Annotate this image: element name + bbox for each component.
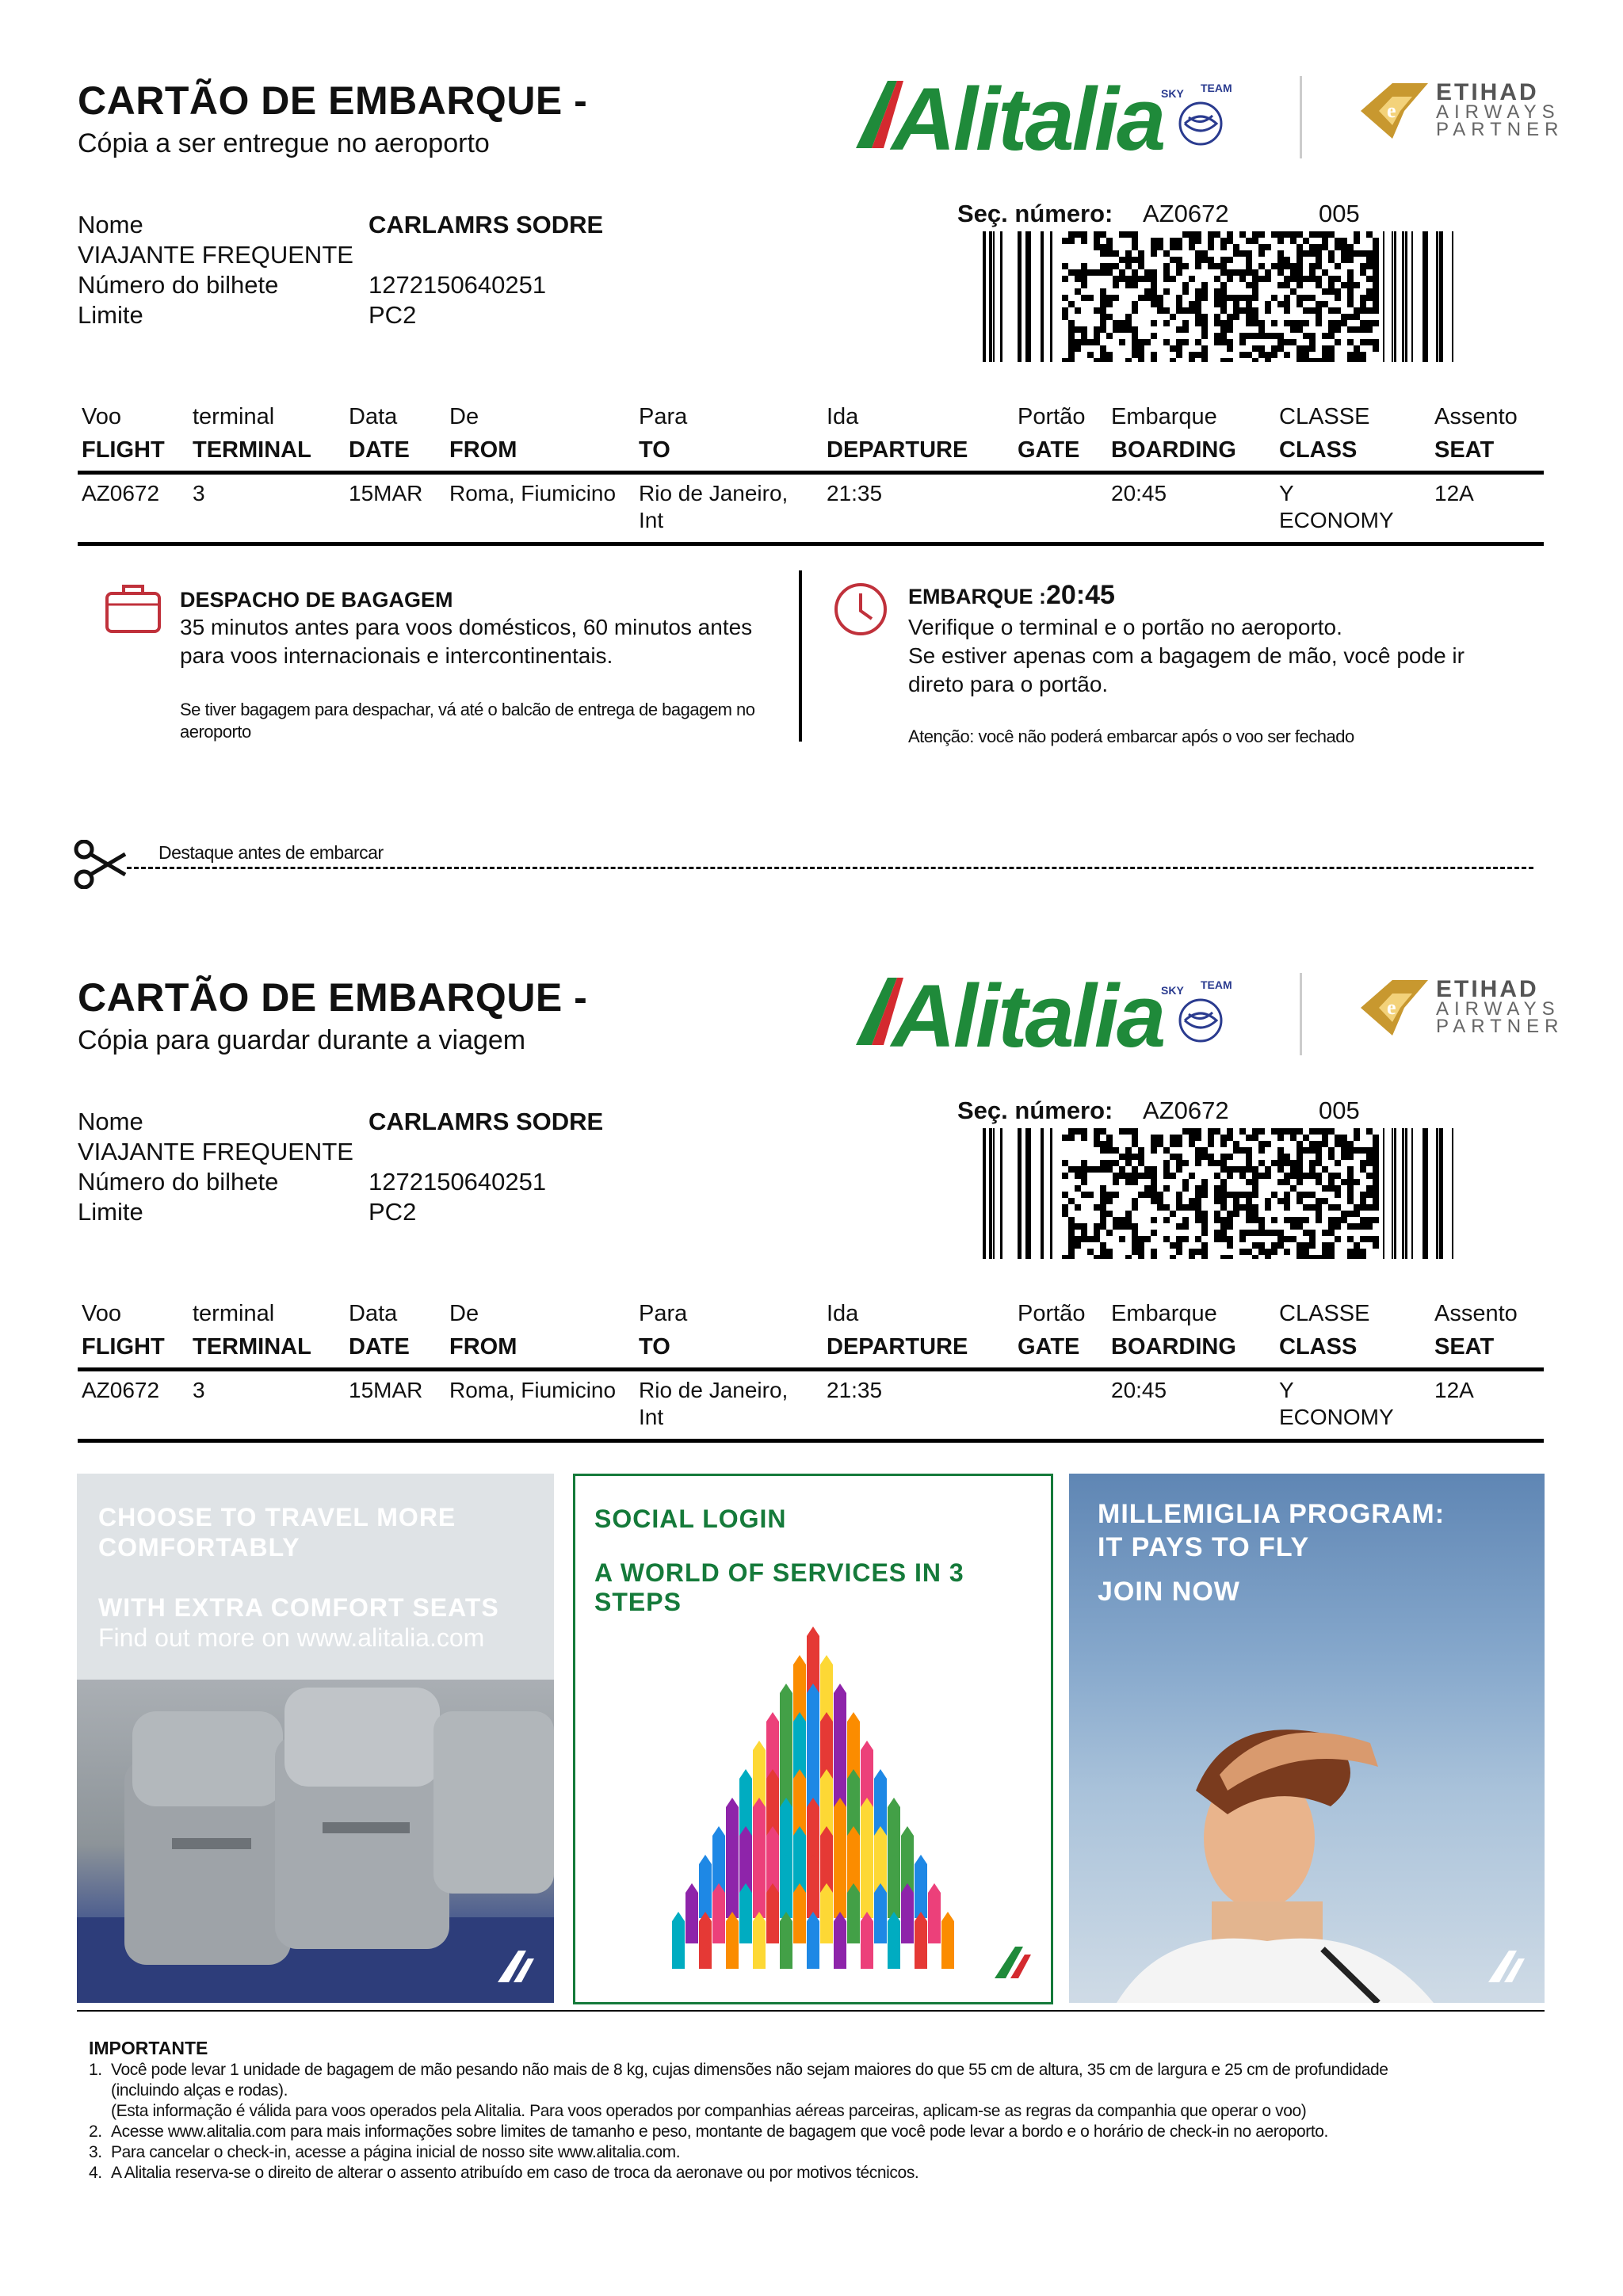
boarding-text-3: direto para o portão. bbox=[908, 672, 1109, 696]
baggage-text-2: para voos internacionais e intercontinentais. bbox=[180, 643, 613, 668]
table-bottom-rule bbox=[78, 1439, 1544, 1443]
ad-seats-line4: Find out more on www.alitalia.com bbox=[98, 1623, 485, 1652]
crayons-illustration bbox=[655, 1611, 972, 1983]
col-header-en: CLASS bbox=[1279, 437, 1358, 463]
important-item-line bbox=[89, 2101, 1531, 2122]
col-header-pt: CLASSE bbox=[1279, 1301, 1370, 1326]
col-header-pt: terminal bbox=[193, 404, 275, 429]
cell-flight: AZ0672 bbox=[82, 1378, 160, 1402]
cell-to-2: Int bbox=[639, 508, 664, 532]
ad-mm-line2: IT PAYS TO FLY bbox=[1098, 1532, 1310, 1562]
limit-label: Limite bbox=[78, 1198, 143, 1226]
seq-number: 005 bbox=[1319, 200, 1360, 227]
seq-number-row-2 bbox=[957, 1097, 1113, 1125]
col-header-pt: De bbox=[449, 1301, 479, 1326]
col-header-en: FROM bbox=[449, 1334, 517, 1360]
cell-date: 15MAR bbox=[349, 1378, 423, 1402]
name-label: Nome bbox=[78, 211, 143, 238]
col-header-pt: Voo bbox=[82, 404, 121, 429]
ad-social-login[interactable] bbox=[573, 1474, 1053, 2004]
logo-divider bbox=[1300, 973, 1302, 1055]
cell-departure: 21:35 bbox=[827, 1378, 883, 1402]
page-subtitle: Cópia a ser entregue no aeroporto bbox=[78, 128, 490, 158]
col-header-pt: terminal bbox=[193, 1301, 275, 1326]
logo-divider bbox=[1300, 76, 1302, 158]
ad-mm-line3: JOIN NOW bbox=[1098, 1577, 1240, 1607]
important-item-line bbox=[89, 2081, 1531, 2101]
col-header-pt: Para bbox=[639, 1301, 688, 1326]
col-header-en: GATE bbox=[1018, 437, 1080, 463]
ticket-label: Número do bilhete bbox=[78, 271, 279, 299]
limit-label: Limite bbox=[78, 301, 143, 329]
cell-to-2: Int bbox=[639, 1405, 664, 1429]
col-header-en: DATE bbox=[349, 1334, 410, 1360]
cell-boarding: 20:45 bbox=[1111, 481, 1167, 505]
passenger-labels-2 bbox=[78, 1107, 353, 1227]
cell-to-1: Rio de Janeiro, bbox=[639, 1378, 789, 1402]
baggage-text-1: 35 minutos antes para voos domésticos, 60 minutos antes bbox=[180, 615, 753, 639]
ticket-label: Número do bilhete bbox=[78, 1168, 279, 1196]
col-header-en: SEAT bbox=[1434, 437, 1495, 463]
ad-seats-line2: COMFORTABLY bbox=[98, 1533, 300, 1562]
boarding-title-row bbox=[908, 580, 1115, 611]
frequent-flyer-label: VIAJANTE FREQUENTE bbox=[78, 241, 353, 269]
seq-flight: AZ0672 bbox=[1143, 1097, 1229, 1124]
ad-social-line2: A WORLD OF SERVICES IN 3 STEPS bbox=[594, 1558, 964, 1616]
cell-class-2: ECONOMY bbox=[1279, 1405, 1394, 1429]
passenger-values bbox=[369, 210, 603, 330]
name-label: Nome bbox=[78, 1108, 143, 1135]
passenger-name: CARLAMRS SODRE bbox=[369, 1108, 604, 1135]
svg-text:TEAM: TEAM bbox=[1201, 978, 1232, 991]
svg-text:TEAM: TEAM bbox=[1201, 82, 1232, 94]
ticket-number: 1272150640251 bbox=[369, 1168, 547, 1196]
etihad-emblem-icon bbox=[1357, 79, 1428, 141]
seq-number: 005 bbox=[1319, 1097, 1360, 1124]
col-header-en: TO bbox=[639, 437, 670, 463]
barcode bbox=[983, 1128, 1458, 1259]
baggage-note-1: Se tiver bagagem para despachar, vá até o balcão de entrega de bagagem no bbox=[180, 700, 755, 719]
etihad-wordmark: ETIHAD bbox=[1436, 976, 1539, 1002]
important-item-line bbox=[89, 2142, 1531, 2163]
table-header-rule bbox=[78, 1367, 1544, 1371]
ad-social-line1: SOCIAL LOGIN bbox=[594, 1505, 787, 1533]
etihad-airways-text: AIRWAYS bbox=[1436, 998, 1560, 1020]
cell-class-2: ECONOMY bbox=[1279, 508, 1394, 532]
ad-seats-line1: CHOOSE TO TRAVEL MORE bbox=[98, 1503, 456, 1531]
svg-text:e: e bbox=[1387, 996, 1396, 1019]
col-header-pt: De bbox=[449, 404, 479, 429]
boarding-text-2: Se estiver apenas com a bagagem de mão, você pode ir bbox=[908, 643, 1465, 668]
seq-flight: AZ0672 bbox=[1143, 200, 1229, 227]
col-header-en: TO bbox=[639, 1334, 670, 1360]
col-header-en: BOARDING bbox=[1111, 1334, 1236, 1360]
alitalia-mark-icon bbox=[1485, 1949, 1526, 1984]
important-item-line bbox=[89, 2122, 1531, 2142]
col-header-pt: Data bbox=[349, 1301, 398, 1326]
passenger-values-2 bbox=[369, 1107, 603, 1227]
important-item-number: 2. bbox=[89, 2122, 102, 2141]
cell-flight: AZ0672 bbox=[82, 481, 160, 505]
seq-label: Seç. número: bbox=[957, 200, 1113, 227]
col-header-pt: Embarque bbox=[1111, 404, 1217, 429]
col-header-pt: Voo bbox=[82, 1301, 121, 1326]
info-divider bbox=[799, 570, 802, 742]
etihad-emblem-icon bbox=[1357, 976, 1428, 1038]
detach-line bbox=[127, 867, 1533, 869]
col-header-pt: Portão bbox=[1018, 404, 1086, 429]
col-header-en: DATE bbox=[349, 437, 410, 463]
important-item-text: A Alitalia reserva-se o direito de alterar o assento atribuído em caso de troca da aeronave ou por motivos técnicos. bbox=[111, 2164, 919, 2182]
col-header-pt: Data bbox=[349, 404, 398, 429]
limit-value: PC2 bbox=[369, 1198, 417, 1226]
page-title: CARTÃO DE EMBARQUE - bbox=[78, 78, 588, 123]
cell-boarding: 20:45 bbox=[1111, 1378, 1167, 1402]
alitalia-wordmark: Alitalia bbox=[892, 70, 1164, 169]
important-title: IMPORTANTE bbox=[89, 2038, 208, 2058]
ad-millemiglia[interactable] bbox=[1069, 1474, 1545, 2003]
col-header-en: GATE bbox=[1018, 1334, 1080, 1360]
passenger-labels bbox=[78, 210, 353, 330]
etihad-partner-text: PARTNER bbox=[1436, 119, 1564, 140]
col-header-en: SEAT bbox=[1434, 1334, 1495, 1360]
important-item-text: (Esta informação é válida para voos operados pela Alitalia. Para voos operados por companhias aéreas parceiras, aplicam-se as regras da companhia que operar o voo) bbox=[111, 2102, 1307, 2120]
col-header-pt: Assento bbox=[1434, 1301, 1518, 1326]
col-header-en: FLIGHT bbox=[82, 1334, 165, 1360]
skyteam-icon bbox=[1153, 974, 1240, 1054]
etihad-partner-text: PARTNER bbox=[1436, 1016, 1564, 1037]
important-item-number: 3. bbox=[89, 2143, 102, 2161]
col-header-pt: Ida bbox=[827, 1301, 859, 1326]
important-item-text: Acesse www.alitalia.com para mais informações sobre limites de tamanho e peso, montante de bagagem que você pode levar a bordo e o horário de check-in no aeroporto. bbox=[111, 2122, 1328, 2141]
seq-number-row bbox=[957, 200, 1113, 228]
col-header-en: TERMINAL bbox=[193, 1334, 311, 1360]
col-header-en: BOARDING bbox=[1111, 437, 1236, 463]
svg-text:SKY: SKY bbox=[1161, 87, 1184, 100]
cell-class-1: Y bbox=[1279, 481, 1294, 505]
cell-departure: 21:35 bbox=[827, 481, 883, 505]
baggage-note-2: aeroporto bbox=[180, 722, 251, 742]
cell-to-1: Rio de Janeiro, bbox=[639, 481, 789, 505]
col-header-pt: Assento bbox=[1434, 404, 1518, 429]
detach-text: Destaque antes de embarcar bbox=[158, 842, 384, 863]
boarding-time: 20:45 bbox=[1046, 580, 1115, 610]
ad-mm-line1: MILLEMIGLIA PROGRAM: bbox=[1098, 1499, 1445, 1529]
etihad-airways-text: AIRWAYS bbox=[1436, 101, 1560, 123]
col-header-pt: Embarque bbox=[1111, 1301, 1217, 1326]
cell-from: Roma, Fiumicino bbox=[449, 481, 617, 505]
table-bottom-rule bbox=[78, 542, 1544, 546]
skyteam-icon bbox=[1153, 78, 1240, 157]
cell-terminal: 3 bbox=[193, 1378, 205, 1402]
cell-date: 15MAR bbox=[349, 481, 423, 505]
cell-terminal: 3 bbox=[193, 481, 205, 505]
col-header-en: DEPARTURE bbox=[827, 1334, 968, 1360]
col-header-pt: Ida bbox=[827, 404, 859, 429]
col-header-en: FLIGHT bbox=[82, 437, 165, 463]
suitcase-icon bbox=[105, 582, 162, 635]
alitalia-mark-icon bbox=[495, 1949, 536, 1984]
col-header-en: FROM bbox=[449, 437, 517, 463]
cell-from: Roma, Fiumicino bbox=[449, 1378, 617, 1402]
cell-seat: 12A bbox=[1434, 481, 1474, 505]
scissors-icon bbox=[73, 840, 128, 889]
passenger-name: CARLAMRS SODRE bbox=[369, 211, 604, 238]
important-item-number: 1. bbox=[89, 2061, 102, 2079]
important-item-line bbox=[89, 2060, 1531, 2081]
limit-value: PC2 bbox=[369, 301, 417, 329]
svg-text:e: e bbox=[1387, 99, 1396, 122]
page-title-2: CARTÃO DE EMBARQUE - bbox=[78, 975, 588, 1020]
col-header-pt: Portão bbox=[1018, 1301, 1086, 1326]
important-item-line bbox=[89, 2163, 1531, 2183]
col-header-pt: Para bbox=[639, 404, 688, 429]
important-item-number: 4. bbox=[89, 2164, 102, 2182]
cell-class-1: Y bbox=[1279, 1378, 1294, 1402]
svg-text:SKY: SKY bbox=[1161, 984, 1184, 997]
clock-icon bbox=[832, 581, 889, 638]
ad-seats-line3: WITH EXTRA COMFORT SEATS bbox=[98, 1593, 499, 1622]
important-list bbox=[89, 2060, 1531, 2183]
boarding-text-1: Verifique o terminal e o portão no aeroporto. bbox=[908, 615, 1342, 639]
barcode bbox=[983, 231, 1458, 362]
important-item-text: Você pode levar 1 unidade de bagagem de mão pesando não mais de 8 kg, cujas dimensões não sejam maiores do que 55 cm de altura, 35 cm de largura e 25 cm de profundidade bbox=[111, 2061, 1388, 2079]
ticket-number: 1272150640251 bbox=[369, 271, 547, 299]
col-header-en: CLASS bbox=[1279, 1334, 1358, 1360]
frequent-flyer-label: VIAJANTE FREQUENTE bbox=[78, 1138, 353, 1165]
boarding-note: Atenção: você não poderá embarcar após o voo ser fechado bbox=[908, 727, 1354, 746]
ad-extra-comfort[interactable] bbox=[77, 1474, 554, 2003]
alitalia-mark-icon bbox=[991, 1945, 1033, 1980]
col-header-en: DEPARTURE bbox=[827, 437, 968, 463]
important-divider bbox=[77, 2010, 1545, 2012]
seq-label: Seç. número: bbox=[957, 1097, 1113, 1124]
col-header-pt: CLASSE bbox=[1279, 404, 1370, 429]
col-header-en: TERMINAL bbox=[193, 437, 311, 463]
alitalia-wordmark: Alitalia bbox=[892, 967, 1164, 1066]
cell-seat: 12A bbox=[1434, 1378, 1474, 1402]
important-item-text: (incluindo alças e rodas). bbox=[111, 2081, 288, 2100]
important-item-text: Para cancelar o check-in, acesse a página inicial de nosso site www.alitalia.com. bbox=[111, 2143, 681, 2161]
baggage-title: DESPACHO DE BAGAGEM bbox=[180, 588, 453, 612]
boarding-title: EMBARQUE : bbox=[908, 585, 1046, 608]
etihad-wordmark: ETIHAD bbox=[1436, 79, 1539, 105]
table-header-rule bbox=[78, 471, 1544, 475]
page-subtitle-2: Cópia para guardar durante a viagem bbox=[78, 1025, 526, 1055]
